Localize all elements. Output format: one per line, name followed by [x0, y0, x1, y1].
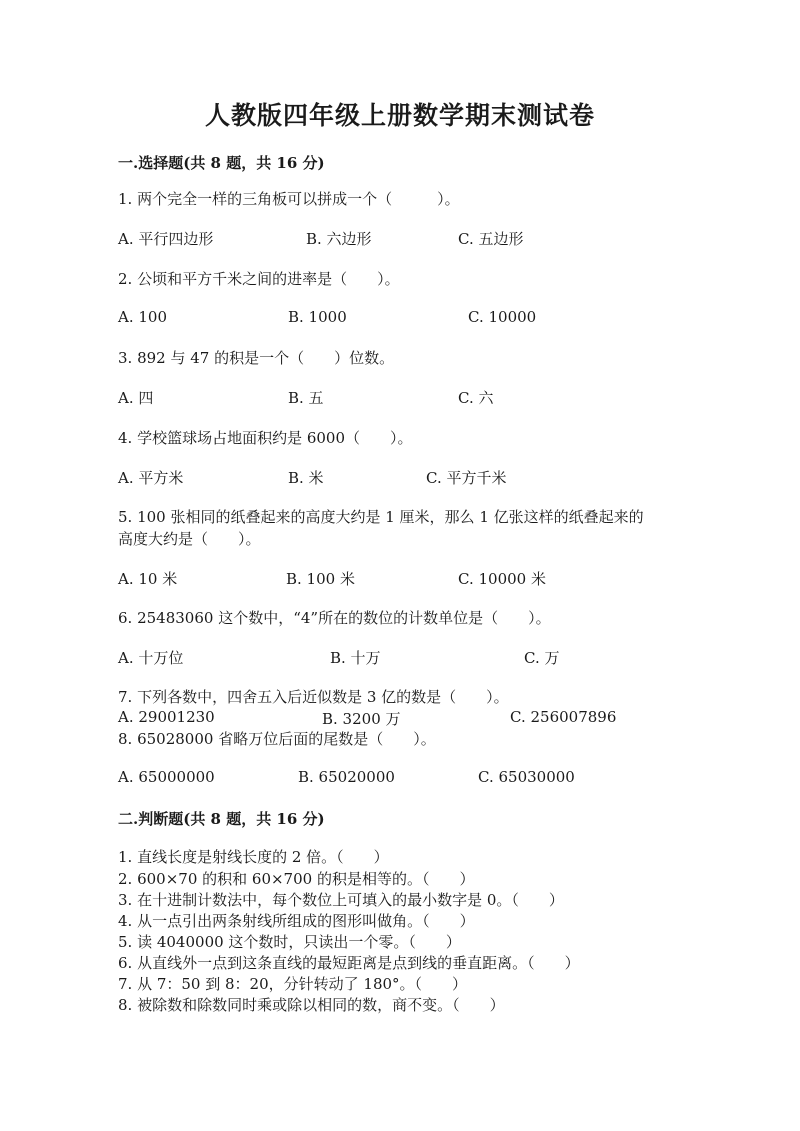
q6-option-c: C. 万: [524, 649, 560, 667]
q8-option-a: A. 65000000: [118, 768, 215, 786]
q5-option-b: B. 100 米: [286, 570, 355, 588]
q4-option-c: C. 平方千米: [426, 469, 507, 487]
q8-option-b: B. 65020000: [298, 768, 395, 786]
judgement-item-2: 2. 600×70 的积和 60×700 的积是相等的。（ ）: [118, 870, 475, 888]
q4-option-a: A. 平方米: [118, 469, 184, 487]
q1-option-b: B. 六边形: [306, 230, 372, 248]
q3-option-a: A. 四: [118, 389, 154, 407]
judgement-item-3: 3. 在十进制计数法中，每个数位上可填入的最小数字是 0。（ ）: [118, 891, 564, 909]
judgement-item-7: 7. 从 7：50 到 8：20，分针转动了 180°。（ ）: [118, 975, 468, 993]
q1-option-c: C. 五边形: [458, 230, 524, 248]
q7-option-b: B. 3200 万: [322, 710, 401, 728]
question-3: 3. 892 与 47 的积是一个（ ）位数。: [118, 349, 395, 367]
question-6: 6. 25483060 这个数中，“4”所在的数位的计数单位是（ ）。: [118, 609, 551, 627]
q7-option-a: A. 29001230: [118, 708, 215, 726]
question-8: 8. 65028000 省略万位后面的尾数是（ ）。: [118, 730, 436, 748]
q2-option-c: C. 10000: [468, 308, 537, 326]
page-title: 人教版四年级上册数学期末测试卷: [204, 101, 595, 130]
question-2: 2. 公顷和平方千米之间的进率是（ ）。: [118, 270, 400, 288]
question-5-line-1: 5. 100 张相同的纸叠起来的高度大约是 1 厘米，那么 1 亿张这样的纸叠起来的: [118, 508, 644, 526]
judgement-item-4: 4. 从一点引出两条射线所组成的图形叫做角。（ ）: [118, 912, 475, 930]
q7-option-c: C. 256007896: [510, 708, 617, 726]
q6-option-b: B. 十万: [330, 649, 381, 667]
q8-option-c: C. 65030000: [478, 768, 575, 786]
q6-option-a: A. 十万位: [118, 649, 184, 667]
q5-option-c: C. 10000 米: [458, 570, 546, 588]
q1-option-a: A. 平行四边形: [118, 230, 214, 248]
q5-option-a: A. 10 米: [118, 570, 178, 588]
section-heading-judgement: 二.判断题(共 8 题，共 16 分): [118, 810, 325, 828]
q4-option-b: B. 米: [288, 469, 324, 487]
judgement-item-8: 8. 被除数和除数同时乘或除以相同的数，商不变。（ ）: [118, 996, 505, 1014]
section-heading-choice: 一.选择题(共 8 题，共 16 分): [118, 154, 325, 172]
judgement-item-6: 6. 从直线外一点到这条直线的最短距离是点到线的垂直距离。（ ）: [118, 954, 580, 972]
judgement-item-5: 5. 读 4040000 这个数时，只读出一个零。（ ）: [118, 933, 461, 951]
question-5-line-2: 高度大约是（ ）。: [118, 530, 261, 548]
judgement-item-1: 1. 直线长度是射线长度的 2 倍。（ ）: [118, 848, 389, 866]
q2-option-b: B. 1000: [288, 308, 347, 326]
question-1: 1. 两个完全一样的三角板可以拼成一个（ ）。: [118, 190, 460, 208]
question-7: 7. 下列各数中，四舍五入后近似数是 3 亿的数是（ ）。: [118, 688, 509, 706]
question-4: 4. 学校篮球场占地面积约是 6000（ ）。: [118, 429, 413, 447]
q2-option-a: A. 100: [118, 308, 167, 326]
q3-option-b: B. 五: [288, 389, 324, 407]
q3-option-c: C. 六: [458, 389, 494, 407]
